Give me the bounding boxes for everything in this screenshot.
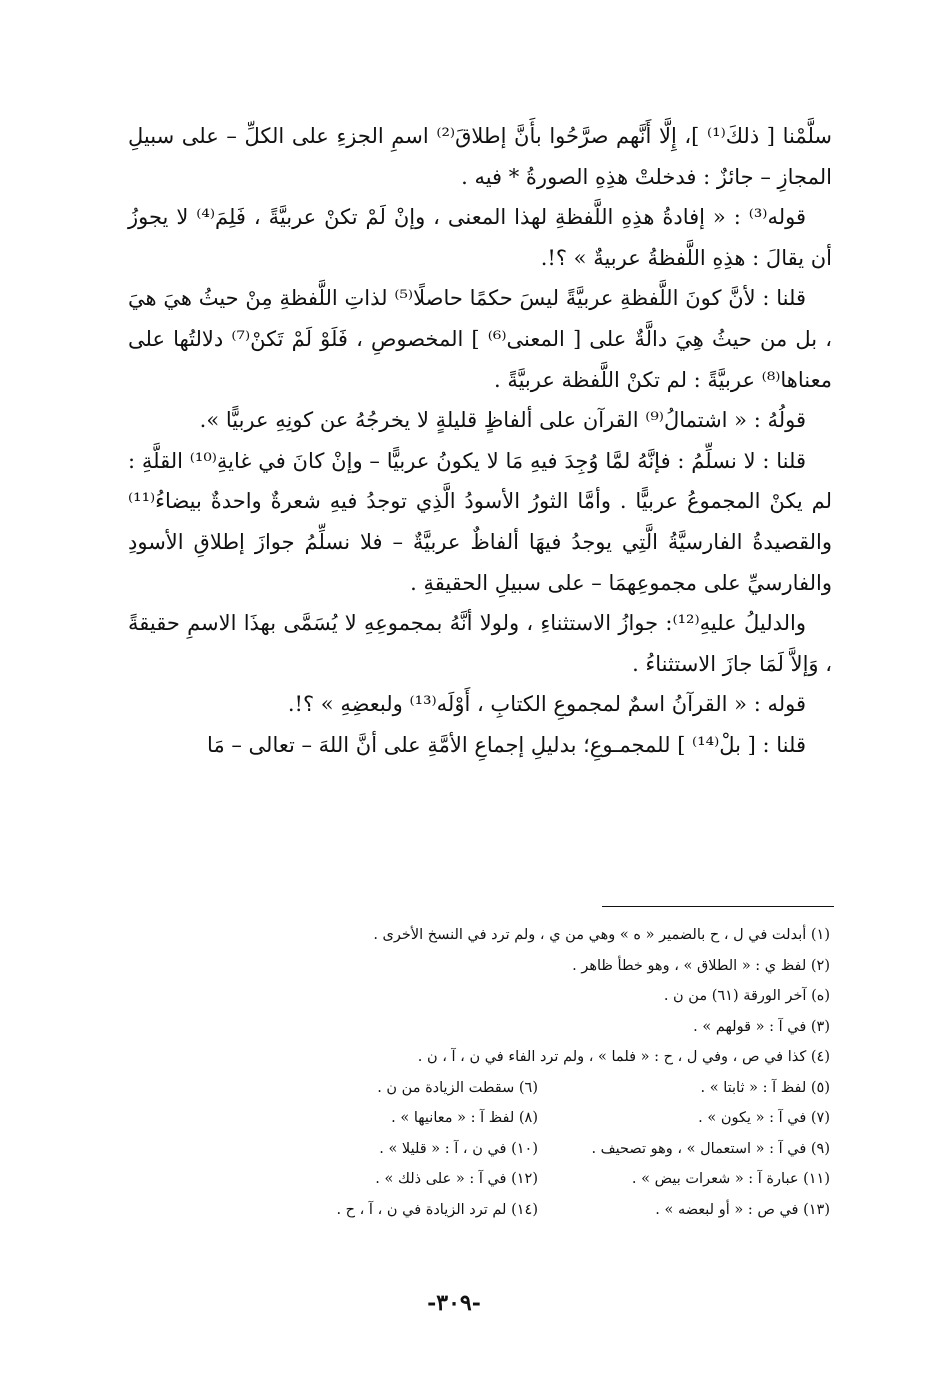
footnote-row [150,1073,830,1104]
paragraph: قولُهُ : « اشتمالُ⁽⁹⁾ القرآن على ألفاظٍ قليلةٍ لا يخرجُهُ عن كونِهِ عربيًّا ». [199,408,806,433]
footnote: (١٢) في آ : « على ذلك » . [375,1171,538,1187]
paragraph: قوله⁽³⁾ : « إفادةُ هذِهِ اللَّفظةِ لهذا المعنى ، وإنْ لَمْ تكنْ عربيَّةً ، فَلِمَ⁽⁴⁾ لا يجوزُ أن يقالَ : هذِهِ اللَّفظةُ عربيةٌ » ؟!. [128,205,832,270]
page-number: -٣٠٩- [427,1290,481,1316]
footnote: (٢) لفظ ي : « الطلاق » ، وهو خطأ ظاهر . [572,957,830,974]
footnote-divider [602,906,834,907]
main-text [128,116,832,766]
footnote: (٣) في آ : « قولهم » . [693,1018,830,1035]
footnote-row [150,1134,830,1165]
footnote: (٤) كذا في ص ، وفي ل ، ح : « فلما » ، ولم ترد الفاء في ن ، آ ، ن . [417,1049,830,1065]
footnote: (١) أبدلت في ل ، ح بالضمير « ه » وهي من ي ، ولم ترد في النسخ الأخرى . [373,927,830,943]
footnote: (٨) لفظ آ : « معانيها » . [391,1110,538,1126]
paragraph: قلنا : لا نسلِّمُ : فإنَّهُ لمَّا وُجِدَ فيهِ مَا لا يكونُ عربيًّا – وإنْ كانَ في غايةِ⁽¹⁰⁾ القلَّةِ : لم يكنْ المجموعُ عربيًّا . وأمَّا الثورُ الأسودُ الَّذِي توجدُ فيهِ شعرةٌ واحدةٌ بيضاءُ⁽¹¹⁾ والقصيدةُ الفارسيَّةُ الَّتِي يوجدُ فيهَا ألفاظٌ عربيَّةٌ – فلا نسلِّمُ جوازَ إطلاقِ الأسودِ والفارسيِّ على مجموعِهمَا – على سبيلِ الحقيقةِ . [128,448,832,595]
paragraph: قوله : « القرآنُ اسمٌ لمجموعِ الكتابِ ، أَوْلَه⁽¹³⁾ ولبعضِهِ » ؟!. [287,692,806,717]
paragraph: قلنا : [ بلْ⁽¹⁴⁾ ] للمجمـوعِ؛ بدليلِ إجماعِ الأمَّةِ على أنَّ اللهَ – تعالى – مَا [207,732,806,757]
footnote: (٩) في آ : « استعمال » ، وهو تصحيف . [591,1140,830,1157]
footnote: (١٣) في ص : « أو لبعضه » . [655,1201,830,1218]
footnote: (٧) في آ : « يكون » . [698,1110,830,1126]
footnote: (١١) عبارة آ : « شعرات بيض » . [631,1171,830,1187]
footnotes [150,920,830,1225]
footnote-row [150,1164,830,1195]
footnote: (ه) آخر الورقة (٦١) من ن . [663,988,830,1004]
paragraph: والدليلُ عليهِ⁽¹²⁾: جوازُ الاستثناءِ ، ولولا أنَّهُ بمجموعِهِ لا يُسَمَّى بهذَا الاسمِ حقيقةً ، وَإلاَّ لَمَا جازَ الاستثناءُ . [128,611,832,676]
paragraph: قلنا : لأنَّ كونَ اللَّفظةِ عربيَّةً ليسَ حكمًا حاصلًا⁽⁵⁾ لذاتِ اللَّفظةِ مِنْ حيثُ هيَ هيَ ، بل من حيثُ هِيَ دالَّةٌ على [ المعنى⁽⁶⁾ ] المخصوصِ ، فَلَوْ لَمْ تَكنْ⁽⁷⁾ دلالتُها على معناها⁽⁸⁾ عربيَّةً : لم تكنْ اللَّفظة عربيَّةً . [128,286,833,392]
footnote: (٥) لفظ آ : « ثابتا » . [700,1079,830,1096]
footnote: (١٤) لم ترد الزيادة في ن ، آ ، ح . [336,1201,538,1218]
footnote-row [150,1103,830,1134]
footnote: (٦) سقطت الزيادة من ن . [377,1079,538,1096]
footnote-row [150,1195,830,1226]
paragraph: سلَّمْنا [ ذلكَ⁽¹⁾ ]، إِلَّا أَنَّهم صرَّحُوا بأَنَّ إطلاقَ⁽²⁾ اسمِ الجزءِ على الكلِّ – على سبيلِ المجازِ – جائزٌ : فدخلتْ هذِهِ الصورةُ * فيه . [128,124,833,189]
footnote: (١٠) في ن ، آ : « قليلا » . [379,1140,538,1157]
